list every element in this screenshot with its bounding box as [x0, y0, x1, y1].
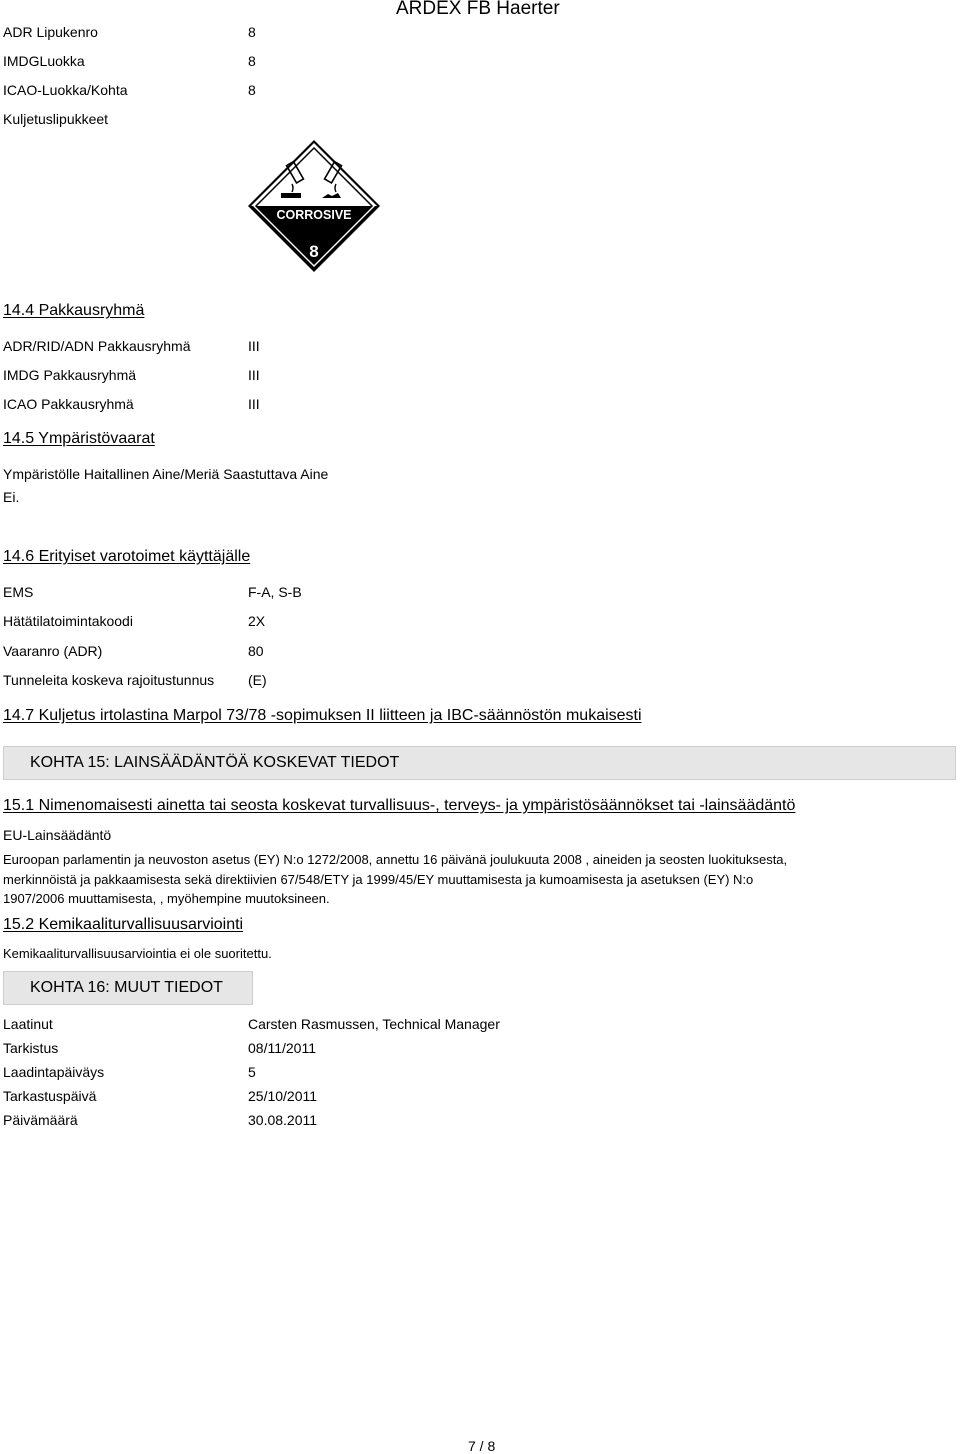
imdg-packing-group-label: IMDG Pakkausryhmä	[3, 367, 137, 383]
section-15-band	[3, 746, 956, 780]
emergency-code-label: Hätätilatoimintakoodi	[3, 613, 133, 629]
issue-date-value: 5	[248, 1064, 256, 1080]
heading-15-1: 15.1 Nimenomaisesti ainetta tai seosta koskevat turvallisuus-, terveys- ja ympäristösäännökset tai -lainsäädäntö	[3, 797, 796, 814]
adr-label-value: 8	[248, 24, 256, 40]
imdg-class-label: IMDGLuokka	[3, 53, 85, 69]
revision-value: 08/11/2011	[248, 1040, 316, 1056]
page-number: 7 / 8	[468, 1438, 496, 1454]
review-date-value: 25/10/2011	[248, 1088, 318, 1104]
tunnel-code-value: (E)	[248, 672, 267, 688]
issue-date-label: Laadintapäiväys	[3, 1064, 105, 1080]
document-title: ARDEX FB Haerter	[396, 0, 560, 19]
icao-class-label: ICAO-Luokka/Kohta	[3, 82, 128, 98]
ems-label: EMS	[3, 584, 34, 600]
ems-value: F-A, S-B	[248, 584, 302, 600]
corrosive-text: CORROSIVE	[276, 208, 352, 222]
environmental-hazard-value: Ei.	[3, 489, 20, 505]
icao-class-value: 8	[248, 82, 256, 98]
regulation-line-2: merkinnöistä ja pakkaamisesta sekä direktiivien 67/548/ETY ja 1999/45/EY muuttamisesta ja kumoamisesta ja asetuksen (EY) N:o	[3, 871, 754, 887]
icao-packing-group-label: ICAO Pakkausryhmä	[3, 396, 134, 412]
section-16-band	[3, 971, 253, 1005]
adr-label-label: ADR Lipukenro	[3, 24, 98, 40]
section-16-title: KOHTA 16: MUUT TIEDOT	[30, 979, 223, 996]
regulation-line-3: 1907/2006 muuttamisesta, , myöhempine muutoksineen.	[3, 891, 330, 906]
heading-14-4: 14.4 Pakkausryhmä	[3, 302, 145, 319]
regulation-line-1: Euroopan parlamentin ja neuvoston asetus (EY) N:o 1272/2008, annettu 16 päivänä joulukuuta 2008 , aineiden ja seosten luokituksesta,	[3, 852, 788, 867]
date-label: Päivämäärä	[3, 1112, 78, 1128]
tunnel-code-label: Tunneleita koskeva rajoitustunnus	[3, 672, 215, 688]
regulation-paragraph	[3, 850, 903, 909]
hazard-class-number: 8	[309, 242, 319, 261]
chemical-safety-text: Kemikaaliturvallisuusarviointia ei ole suoritettu.	[3, 946, 272, 961]
prepared-by-value: Carsten Rasmussen, Technical Manager	[248, 1016, 500, 1032]
review-date-label: Tarkastuspäivä	[3, 1088, 97, 1104]
adr-packing-group-value: III	[248, 338, 260, 354]
transport-labels-label: Kuljetuslipukkeet	[3, 111, 109, 127]
environmental-hazard-label: Ympäristölle Haitallinen Aine/Meriä Saastuttava Aine	[3, 466, 329, 482]
heading-15-2: 15.2 Kemikaaliturvallisuusarviointi	[3, 916, 244, 933]
heading-14-6: 14.6 Erityiset varotoimet käyttäjälle	[3, 548, 251, 565]
prepared-by-label: Laatinut	[3, 1016, 53, 1032]
imdg-class-value: 8	[248, 53, 256, 69]
section-15-title: KOHTA 15: LAINSÄÄDÄNTÖÄ KOSKEVAT TIEDOT	[30, 754, 400, 771]
hazard-number-label: Vaaranro (ADR)	[3, 643, 103, 659]
revision-label: Tarkistus	[3, 1040, 59, 1056]
adr-packing-group-label: ADR/RID/ADN Pakkausryhmä	[3, 338, 191, 354]
imdg-packing-group-value: III	[248, 367, 260, 383]
corrosive-hazard-diamond	[248, 140, 380, 272]
emergency-code-value: 2X	[248, 613, 266, 629]
hazard-number-value: 80	[248, 643, 264, 659]
heading-14-7: 14.7 Kuljetus irtolastina Marpol 73/78 -sopimuksen II liitteen ja IBC-säännöstön mukaisesti	[3, 707, 642, 724]
icao-packing-group-value: III	[248, 396, 260, 412]
heading-14-5: 14.5 Ympäristövaarat	[3, 430, 155, 447]
date-value: 30.08.2011	[248, 1112, 318, 1128]
corrosive-pictogram-icon	[248, 140, 380, 272]
eu-legislation-label: EU-Lainsäädäntö	[3, 827, 112, 843]
